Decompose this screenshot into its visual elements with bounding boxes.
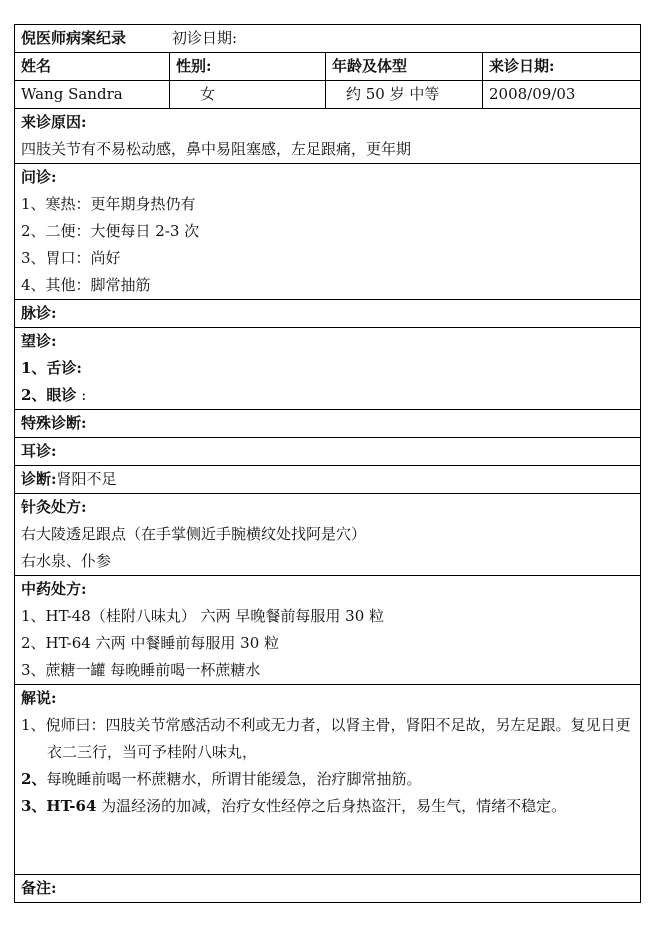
tongue-diagnosis-label: 1、舌诊:: [21, 359, 82, 377]
notes-row: [15, 875, 641, 903]
observation-row: [15, 328, 641, 410]
special-diagnosis-label: 特殊诊断:: [15, 410, 641, 438]
eye-diagnosis-colon: :: [81, 386, 87, 404]
eye-diagnosis-label: 2、眼诊: [21, 386, 77, 404]
reason-text: 四肢关节有不易松动感，鼻中易阻塞感，左足跟痛，更年期: [21, 140, 412, 158]
explanation-item: 1、倪师曰：四肢关节常感活动不利或无力者，以肾主骨，肾阳不足故，另左足跟。复见日更衣二三行，当可予桂附八味丸，: [21, 716, 631, 761]
herbal-cell: [15, 576, 641, 685]
header-row: [15, 53, 641, 81]
ear-row: [15, 438, 641, 466]
age-header: 年龄及体型: [326, 53, 483, 81]
inquiry-item: 3、胃口：尚好: [21, 249, 121, 267]
explanation-item: 3、HT-64 为温经汤的加减，治疗女性经停之后身热盗汗，易生气，情绪不稳定。: [21, 797, 567, 815]
acupuncture-row: [15, 494, 641, 576]
herbal-item: 2、HT-64 六两 中餐睡前每服用 30 粒: [21, 634, 280, 652]
inquiry-item: 4、其他：脚常抽筋: [21, 276, 151, 294]
inquiry-cell: [15, 164, 641, 300]
name-header: 姓名: [15, 53, 170, 81]
gender-header: 性别:: [170, 53, 326, 81]
visit-date: 2008/09/03: [483, 81, 641, 109]
herbal-item: 1、HT-48（桂附八味丸） 六两 早晚餐前每服用 30 粒: [21, 607, 385, 625]
diagnosis-cell: [15, 466, 641, 494]
pulse-label: 脉诊:: [15, 300, 641, 328]
record-title: 倪医师病案纪录: [21, 29, 127, 47]
patient-age: 约 50 岁 中等: [326, 81, 483, 109]
explanation-item: 2、每晚睡前喝一杯蔗糖水，所谓甘能缓急，治疗脚常抽筋。: [21, 770, 422, 788]
diagnosis-text: 肾阳不足: [56, 470, 117, 488]
inquiry-item: 2、二便：大便每日 2-3 次: [21, 222, 200, 240]
diagnosis-row: [15, 466, 641, 494]
reason-label: 来诊原因:: [21, 113, 87, 131]
inquiry-item: 1、寒热：更年期身热仍有: [21, 195, 196, 213]
inquiry-label: 问诊:: [21, 168, 57, 186]
herbal-label: 中药处方:: [21, 580, 87, 598]
herbal-item: 3、蔗糖一罐 每晚睡前喝一杯蔗糖水: [21, 661, 261, 679]
observation-cell: [15, 328, 641, 410]
acupuncture-label: 针灸处方:: [21, 498, 87, 516]
date-header: 来诊日期:: [483, 53, 641, 81]
inquiry-row: [15, 164, 641, 300]
explanation-row: [15, 685, 641, 875]
patient-gender: 女: [170, 81, 326, 109]
herbal-row: [15, 576, 641, 685]
first-visit-label: 初诊日期:: [172, 29, 238, 47]
diagnosis-label: 诊断:: [21, 470, 57, 488]
title-row: [15, 25, 641, 53]
acupuncture-item: 右大陵透足跟点（在手掌侧近手腕横纹处找阿是穴）: [21, 525, 367, 543]
patient-row: [15, 81, 641, 109]
acupuncture-cell: [15, 494, 641, 576]
reason-row: [15, 109, 641, 164]
acupuncture-item: 右水泉、仆参: [21, 552, 112, 570]
patient-name: Wang Sandra: [15, 81, 170, 109]
reason-cell: [15, 109, 641, 164]
explanation-cell: [15, 685, 641, 875]
title-cell: [15, 25, 641, 53]
pulse-row: [15, 300, 641, 328]
notes-label: 备注:: [15, 875, 641, 903]
ear-diagnosis-label: 耳诊:: [15, 438, 641, 466]
special-row: [15, 410, 641, 438]
medical-record-table: [14, 24, 641, 903]
explanation-label: 解说:: [21, 689, 57, 707]
observation-label: 望诊:: [21, 332, 57, 350]
medical-record-sheet: [14, 24, 640, 903]
